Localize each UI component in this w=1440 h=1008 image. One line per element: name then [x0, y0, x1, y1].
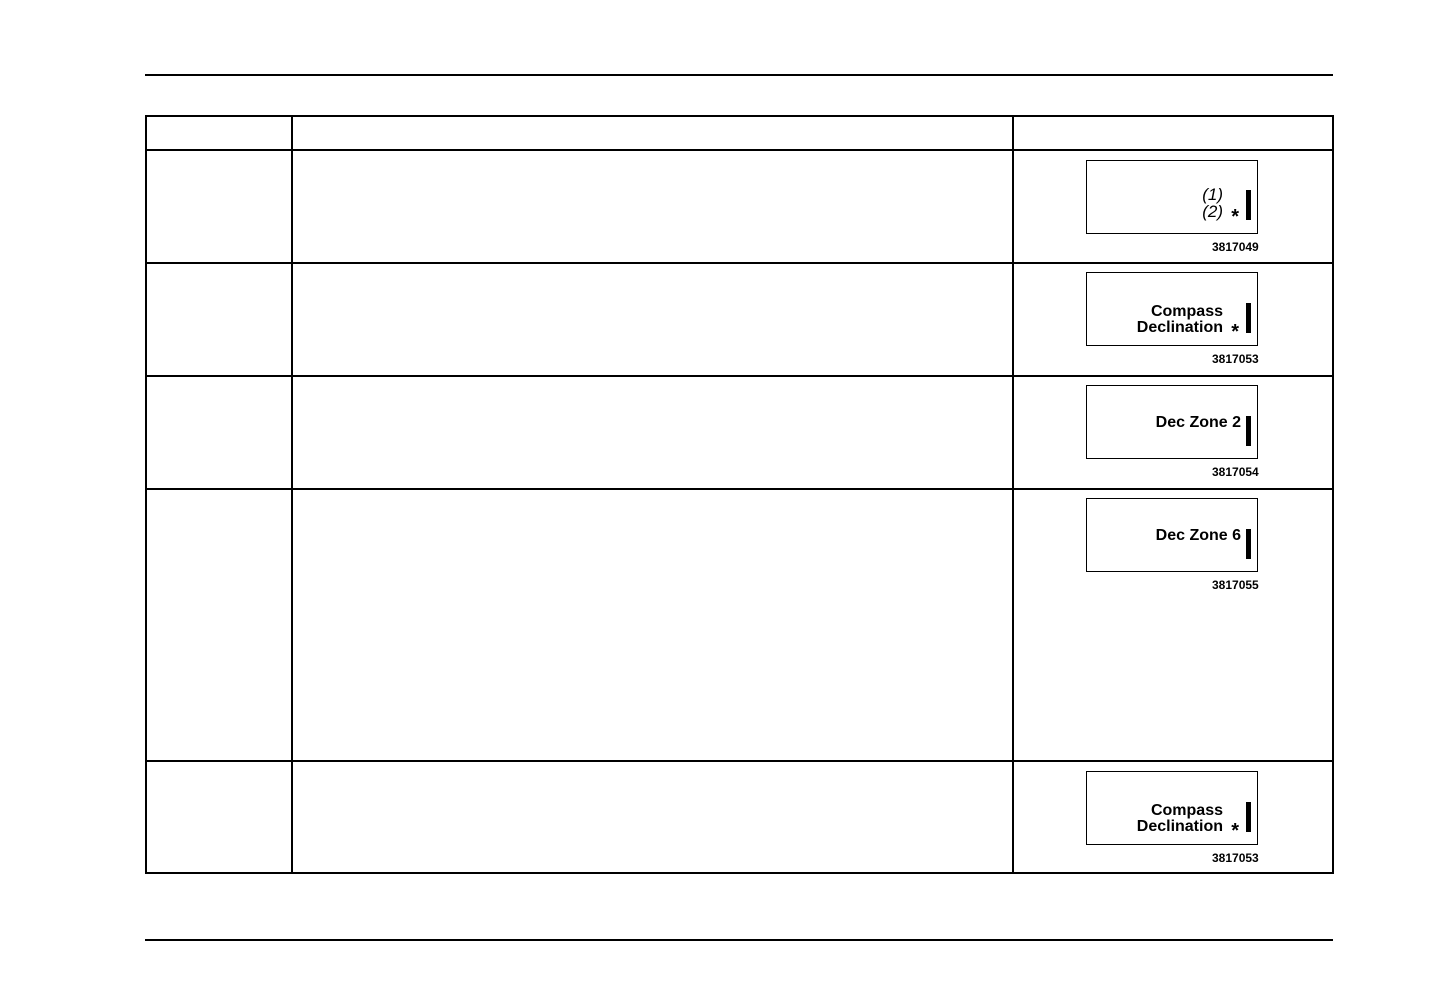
cursor-bar-icon — [1246, 190, 1251, 220]
display-line-2: Declination — [1136, 319, 1223, 336]
lcd-display-5 — [1086, 771, 1258, 845]
lcd-display-2 — [1086, 272, 1258, 346]
row-divider — [147, 375, 1332, 377]
display-line-1: (1) — [1202, 185, 1223, 204]
display-line-1: Compass — [1150, 802, 1223, 819]
table-header-divider — [147, 149, 1332, 151]
display-line-2: (2) — [1202, 202, 1223, 221]
header-rule — [145, 74, 1333, 76]
figure-number: 3817055 — [1212, 578, 1259, 592]
footer-rule — [145, 939, 1333, 941]
asterisk-marker: * — [1231, 206, 1239, 228]
cursor-bar-icon — [1246, 802, 1251, 832]
figure-number: 3817053 — [1212, 851, 1259, 865]
display-line-1: Dec Zone 2 — [1155, 414, 1241, 431]
cursor-bar-icon — [1246, 416, 1251, 446]
display-line-1: Dec Zone 6 — [1155, 527, 1241, 544]
column-divider-step — [291, 117, 293, 872]
cursor-bar-icon — [1246, 303, 1251, 333]
row-divider — [147, 760, 1332, 762]
asterisk-marker: * — [1231, 820, 1239, 842]
row-divider — [147, 488, 1332, 490]
lcd-display-3 — [1086, 385, 1258, 459]
figure-number: 3817054 — [1212, 465, 1259, 479]
asterisk-marker: * — [1231, 321, 1239, 343]
figure-number: 3817049 — [1212, 240, 1259, 254]
display-line-2: Declination — [1136, 818, 1223, 835]
display-line-1: Compass — [1150, 303, 1223, 320]
column-divider-display — [1012, 117, 1014, 872]
lcd-display-4 — [1086, 498, 1258, 572]
row-divider — [147, 262, 1332, 264]
figure-number: 3817053 — [1212, 352, 1259, 366]
lcd-display-1 — [1086, 160, 1258, 234]
cursor-bar-icon — [1246, 529, 1251, 559]
